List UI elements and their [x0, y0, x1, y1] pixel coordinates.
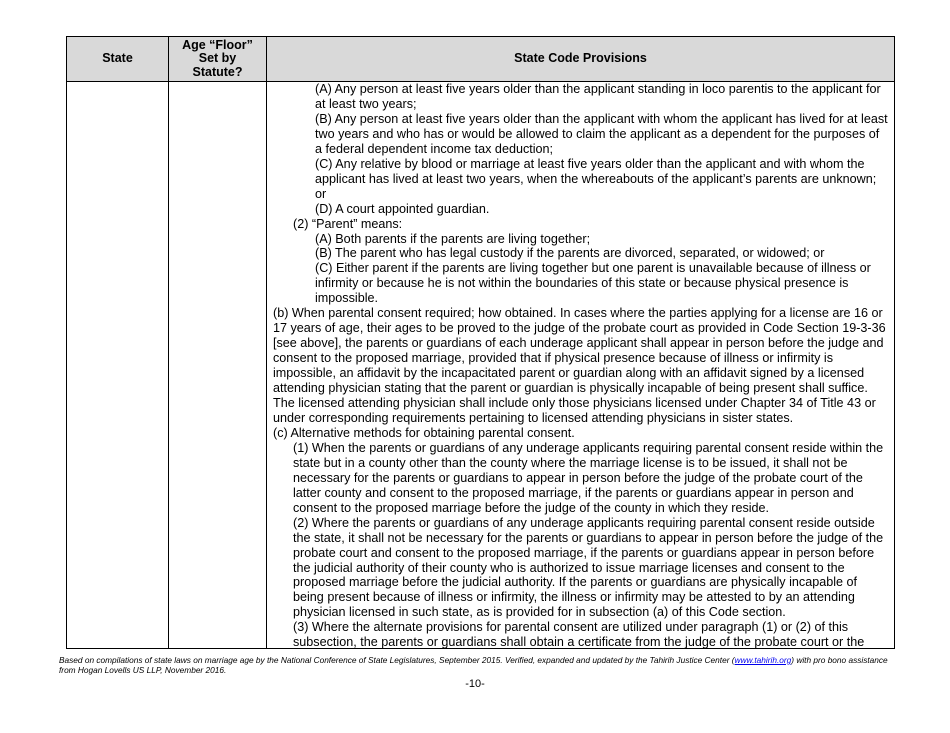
provision-paragraph: (1) When the parents or guardians of any underage applicants requiring parental consent reside within the state but in a county other than the county where the marriage license is to be issued, it shall not be necessary for the parents or guardians to appear in person before the judge of the probate court of the latter county and consent to the proposed marriage, if the parents or guardians appear in person and consent to the proposed marriage before the judge of the county in which they reside.	[293, 440, 884, 515]
provision-paragraph: (B) The parent who has legal custody if the parents are divorced, separated, or widowed; or	[315, 246, 825, 261]
page-number: -10-	[465, 678, 485, 690]
table-header-row	[67, 37, 894, 82]
provision-paragraph: (2) Where the parents or guardians of any underage applicants requiring parental consent reside outside the state, it shall not be necessary for the parents or guardians to appear in person before the judge of the probate court and consent to the proposed marriage, if the parents or guardians appear in person before the judicial authority of their county who is authorized to issue marriage licenses and consent to the proposed marriage before the judicial authority. If the parents or guardians are physically incapable of being present because of illness or infirmity, the illness or infirmity may be attested to by an attending physician licensed in such state, as is provided for in subsection (a) of this Code section.	[293, 515, 884, 620]
provision-paragraph: (C) Any relative by blood or marriage at least five years older than the applicant and with whom the applicant has lived at least two years, when the whereabouts of the applicant’s parents are unknown; or	[315, 156, 877, 201]
header-age-floor-line: Set by	[198, 51, 237, 66]
statute-table	[66, 36, 895, 649]
footnote-text: Based on compilations of state laws on marriage age by the National Conference of State Legislatures, September 2015. Verified, expanded and updated by the Tahirih Justice Center (	[59, 655, 735, 665]
provision-paragraph: (b) When parental consent required; how obtained. In cases where the parties applying for a license are 16 or 17 years of age, their ages to be proved to the judge of the probate court as provided in Code Section 19-3-36 [see above], the parents or guardians of each underage applicant shall appear in person before the judge and consent to the proposed marriage, provided that if physical presence because of illness or infirmity is impossible, an affidavit by the incapacitated parent or guardian along with an affidavit signed by a licensed attending physician stating that the parent or guardian is physically incapable of being present shall suffice. The licensed attending physician shall include only those physicians licensed under Chapter 34 of Title 43 or under corresponding requirements pertaining to licensed attending physicians in sister states.	[273, 306, 886, 425]
header-age-floor-line: Statute?	[192, 64, 243, 79]
provision-paragraph: (A) Both parents if the parents are living together;	[315, 231, 591, 246]
provision-paragraph: (B) Any person at least five years older than the applicant with whom the applicant has lived for at least two years and who has or would be allowed to claim the applicant as a dependent for the purposes of a federal dependent income tax deduction;	[315, 111, 888, 156]
footnote-text-end: ) with pro bono assistance from Hogan Lovells US LLP, November 2016.	[59, 655, 888, 676]
column-divider	[168, 37, 169, 648]
header-state: State	[102, 51, 133, 66]
header-provisions: State Code Provisions	[514, 51, 647, 66]
provision-paragraph: (A) Any person at least five years older than the applicant standing in loco parentis to the applicant for at least two years;	[315, 82, 881, 111]
footnote-link[interactable]: www.tahirih.org	[734, 655, 792, 665]
provision-paragraph: (2) “Parent” means:	[293, 216, 403, 231]
header-age-floor	[169, 37, 266, 81]
provision-paragraph: (C) Either parent if the parents are living together but one parent is unavailable because of illness or infirmity or because he is not within the boundaries of this state or because physical presence is impossible.	[315, 261, 871, 306]
provision-paragraph: (D) A court appointed guardian.	[315, 201, 490, 216]
header-age-floor-line: Age “Floor”	[182, 37, 253, 52]
provision-paragraph: (c) Alternative methods for obtaining parental consent.	[273, 425, 575, 440]
provision-paragraph: (3) Where the alternate provisions for parental consent are utilized under paragraph (1) or (2) of this subsection, the parents or guardians shall obtain a certificate from the judge of the probate court or the	[293, 620, 865, 650]
provisions-cell	[273, 82, 889, 650]
column-divider	[266, 37, 267, 648]
footnote	[59, 655, 894, 676]
